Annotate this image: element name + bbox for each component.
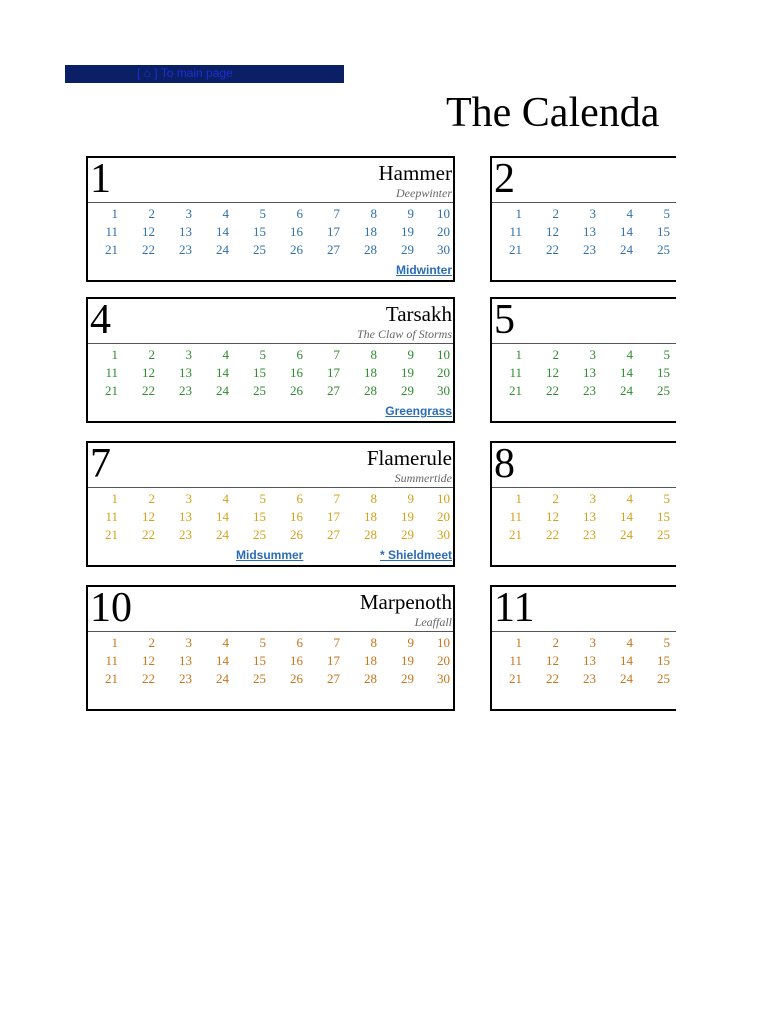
day-row <box>492 346 676 364</box>
day-cell: 8 <box>370 206 377 221</box>
day-cell: 2 <box>148 635 155 650</box>
day-cell: 9 <box>407 635 414 650</box>
day-cell: 23 <box>179 527 192 542</box>
day-cell: 4 <box>222 347 229 362</box>
day-cell: 26 <box>290 383 303 398</box>
day-cell: 5 <box>663 206 670 221</box>
day-cell: 11 <box>105 365 118 380</box>
day-cell: 17 <box>327 653 340 668</box>
day-cell: 22 <box>142 671 155 686</box>
day-cell: 28 <box>364 242 377 257</box>
day-cell: 3 <box>589 491 596 506</box>
day-cell: 13 <box>583 365 596 380</box>
day-cell: 5 <box>259 491 266 506</box>
day-cell: 11 <box>105 509 118 524</box>
day-cell: 5 <box>663 491 670 506</box>
day-cell: 7 <box>333 491 340 506</box>
day-cell: 19 <box>401 509 414 524</box>
day-cell: 19 <box>401 653 414 668</box>
day-cell: 13 <box>179 653 192 668</box>
day-cell: 13 <box>179 224 192 239</box>
divider <box>492 343 676 344</box>
day-cell: 26 <box>290 527 303 542</box>
day-cell: 23 <box>179 242 192 257</box>
day-cell: 15 <box>253 653 266 668</box>
day-cell: 24 <box>216 527 229 542</box>
divider <box>88 202 453 203</box>
day-cell: 4 <box>222 491 229 506</box>
day-cell: 25 <box>657 242 670 257</box>
day-cell: 15 <box>657 365 670 380</box>
day-cell: 1 <box>111 206 118 221</box>
month-number: 10 <box>90 585 132 631</box>
day-cell: 11 <box>509 224 522 239</box>
day-cell: 30 <box>437 671 450 686</box>
day-grid <box>492 205 676 259</box>
day-cell: 6 <box>296 635 303 650</box>
day-cell: 21 <box>105 671 118 686</box>
main-page-link[interactable]: [ ⌂ ] To main page <box>137 66 233 80</box>
day-cell: 16 <box>290 365 303 380</box>
holiday-link-shieldmeet[interactable]: * Shieldmeet <box>379 548 452 562</box>
day-cell: 8 <box>370 491 377 506</box>
day-row <box>492 526 676 544</box>
day-row <box>492 205 676 223</box>
day-cell: 14 <box>620 653 633 668</box>
day-row <box>492 652 676 670</box>
day-row <box>88 652 455 670</box>
divider <box>88 487 453 488</box>
day-cell: 12 <box>546 224 559 239</box>
day-cell: 20 <box>437 365 450 380</box>
holiday-link-midwinter[interactable]: Midwinter <box>396 263 452 277</box>
day-cell: 11 <box>105 653 118 668</box>
day-cell: 23 <box>179 383 192 398</box>
day-cell: 4 <box>626 635 633 650</box>
day-cell: 5 <box>663 347 670 362</box>
day-cell: 17 <box>327 509 340 524</box>
day-cell: 1 <box>515 635 522 650</box>
day-grid <box>88 205 455 259</box>
month-name: Tarsakh <box>385 302 452 326</box>
day-cell: 28 <box>364 671 377 686</box>
day-cell: 5 <box>259 635 266 650</box>
day-cell: 1 <box>111 491 118 506</box>
day-cell: 7 <box>333 347 340 362</box>
day-cell: 2 <box>148 491 155 506</box>
day-cell: 17 <box>327 224 340 239</box>
day-grid <box>88 490 455 544</box>
day-cell: 27 <box>327 383 340 398</box>
month-number: 8 <box>494 441 515 487</box>
day-cell: 25 <box>657 527 670 542</box>
month-name: Marpenoth <box>359 590 452 614</box>
day-row <box>88 634 455 652</box>
month-card <box>490 441 676 567</box>
day-cell: 2 <box>552 347 559 362</box>
day-row <box>88 205 455 223</box>
day-row <box>88 526 455 544</box>
day-cell: 20 <box>437 224 450 239</box>
day-cell: 8 <box>370 635 377 650</box>
day-cell: 14 <box>620 365 633 380</box>
page-title: The Calenda <box>446 90 660 136</box>
day-cell: 27 <box>327 527 340 542</box>
day-cell: 11 <box>509 653 522 668</box>
day-cell: 21 <box>509 242 522 257</box>
day-grid <box>88 634 455 688</box>
day-row <box>88 490 455 508</box>
day-cell: 10 <box>437 347 450 362</box>
day-grid <box>492 346 676 400</box>
day-cell: 3 <box>589 347 596 362</box>
holiday-link-midsummer[interactable]: Midsummer <box>236 548 304 562</box>
day-cell: 25 <box>657 671 670 686</box>
divider <box>492 202 676 203</box>
day-row <box>492 241 676 259</box>
month-number: 11 <box>494 585 535 631</box>
day-cell: 11 <box>509 509 522 524</box>
day-cell: 6 <box>296 206 303 221</box>
day-cell: 30 <box>437 527 450 542</box>
day-cell: 29 <box>401 383 414 398</box>
day-cell: 19 <box>401 365 414 380</box>
day-cell: 2 <box>552 206 559 221</box>
day-cell: 14 <box>216 653 229 668</box>
month-number: 5 <box>494 297 515 343</box>
day-cell: 3 <box>589 206 596 221</box>
day-cell: 20 <box>437 653 450 668</box>
day-cell: 15 <box>253 509 266 524</box>
day-cell: 22 <box>142 242 155 257</box>
day-cell: 24 <box>620 671 633 686</box>
day-cell: 22 <box>546 383 559 398</box>
day-row <box>88 364 455 382</box>
day-cell: 1 <box>111 347 118 362</box>
day-cell: 13 <box>583 653 596 668</box>
day-cell: 18 <box>364 653 377 668</box>
day-cell: 2 <box>148 347 155 362</box>
day-cell: 23 <box>179 671 192 686</box>
day-cell: 24 <box>216 383 229 398</box>
month-epithet: Summertide <box>394 471 452 485</box>
day-cell: 9 <box>407 347 414 362</box>
day-row <box>492 382 676 400</box>
divider <box>492 487 676 488</box>
day-cell: 14 <box>620 224 633 239</box>
day-cell: 23 <box>583 671 596 686</box>
month-epithet: Deepwinter <box>396 186 452 200</box>
day-cell: 22 <box>546 242 559 257</box>
day-cell: 23 <box>583 242 596 257</box>
month-name: Hammer <box>378 161 452 185</box>
month-card <box>490 156 676 282</box>
day-cell: 21 <box>105 527 118 542</box>
day-cell: 17 <box>327 365 340 380</box>
day-cell: 11 <box>105 224 118 239</box>
month-card <box>86 441 455 567</box>
day-cell: 21 <box>509 671 522 686</box>
day-cell: 29 <box>401 527 414 542</box>
month-card <box>86 156 455 282</box>
day-cell: 3 <box>185 491 192 506</box>
day-cell: 13 <box>583 509 596 524</box>
day-cell: 15 <box>657 224 670 239</box>
month-epithet: Leaffall <box>414 615 452 629</box>
day-cell: 7 <box>333 635 340 650</box>
day-row <box>88 670 455 688</box>
day-cell: 22 <box>546 527 559 542</box>
day-cell: 25 <box>253 242 266 257</box>
day-cell: 12 <box>142 509 155 524</box>
day-cell: 12 <box>546 653 559 668</box>
day-cell: 26 <box>290 671 303 686</box>
day-cell: 16 <box>290 653 303 668</box>
day-row <box>88 508 455 526</box>
day-cell: 24 <box>620 383 633 398</box>
divider <box>88 631 453 632</box>
day-cell: 14 <box>216 365 229 380</box>
day-cell: 10 <box>437 206 450 221</box>
day-cell: 10 <box>437 491 450 506</box>
day-cell: 4 <box>626 206 633 221</box>
day-cell: 5 <box>259 347 266 362</box>
day-row <box>88 223 455 241</box>
day-cell: 29 <box>401 671 414 686</box>
day-cell: 3 <box>185 635 192 650</box>
day-cell: 21 <box>509 383 522 398</box>
day-cell: 16 <box>290 509 303 524</box>
day-cell: 25 <box>253 527 266 542</box>
day-cell: 30 <box>437 383 450 398</box>
day-cell: 25 <box>657 383 670 398</box>
day-cell: 3 <box>185 206 192 221</box>
day-cell: 16 <box>290 224 303 239</box>
day-row <box>492 223 676 241</box>
day-cell: 3 <box>185 347 192 362</box>
day-cell: 18 <box>364 224 377 239</box>
day-row <box>88 346 455 364</box>
day-cell: 12 <box>546 365 559 380</box>
day-grid <box>492 634 676 688</box>
month-card <box>86 585 455 711</box>
day-cell: 12 <box>142 224 155 239</box>
day-row <box>492 670 676 688</box>
day-cell: 14 <box>216 224 229 239</box>
day-cell: 2 <box>552 635 559 650</box>
day-cell: 3 <box>589 635 596 650</box>
day-cell: 4 <box>222 206 229 221</box>
month-card <box>490 297 676 423</box>
day-cell: 24 <box>620 527 633 542</box>
day-cell: 12 <box>142 653 155 668</box>
month-number: 4 <box>90 297 111 343</box>
day-row <box>492 490 676 508</box>
month-number: 1 <box>90 156 111 202</box>
day-cell: 7 <box>333 206 340 221</box>
holiday-link-greengrass[interactable]: Greengrass <box>385 404 452 418</box>
day-cell: 18 <box>364 365 377 380</box>
day-cell: 13 <box>179 509 192 524</box>
day-cell: 15 <box>253 224 266 239</box>
day-cell: 15 <box>657 653 670 668</box>
day-cell: 30 <box>437 242 450 257</box>
day-cell: 29 <box>401 242 414 257</box>
day-cell: 14 <box>620 509 633 524</box>
day-cell: 22 <box>546 671 559 686</box>
day-cell: 18 <box>364 509 377 524</box>
day-cell: 24 <box>620 242 633 257</box>
day-cell: 11 <box>509 365 522 380</box>
day-cell: 9 <box>407 491 414 506</box>
day-cell: 25 <box>253 671 266 686</box>
day-row <box>88 382 455 400</box>
day-cell: 26 <box>290 242 303 257</box>
day-cell: 20 <box>437 509 450 524</box>
day-cell: 23 <box>583 527 596 542</box>
month-epithet: The Claw of Storms <box>356 327 452 341</box>
day-cell: 10 <box>437 635 450 650</box>
day-cell: 4 <box>222 635 229 650</box>
divider <box>492 631 676 632</box>
day-cell: 15 <box>657 509 670 524</box>
day-grid <box>492 490 676 544</box>
day-cell: 25 <box>253 383 266 398</box>
day-cell: 13 <box>583 224 596 239</box>
month-number: 7 <box>90 441 111 487</box>
day-cell: 1 <box>515 347 522 362</box>
day-cell: 15 <box>253 365 266 380</box>
day-cell: 4 <box>626 347 633 362</box>
day-cell: 13 <box>179 365 192 380</box>
day-cell: 2 <box>552 491 559 506</box>
day-cell: 21 <box>105 383 118 398</box>
day-cell: 27 <box>327 242 340 257</box>
day-cell: 23 <box>583 383 596 398</box>
day-cell: 28 <box>364 527 377 542</box>
day-cell: 22 <box>142 527 155 542</box>
month-card <box>86 297 455 423</box>
day-cell: 6 <box>296 347 303 362</box>
day-cell: 2 <box>148 206 155 221</box>
day-row <box>88 241 455 259</box>
day-cell: 1 <box>515 491 522 506</box>
day-row <box>492 634 676 652</box>
day-cell: 9 <box>407 206 414 221</box>
day-cell: 21 <box>509 527 522 542</box>
day-cell: 24 <box>216 242 229 257</box>
day-cell: 12 <box>546 509 559 524</box>
month-card <box>490 585 676 711</box>
day-cell: 1 <box>111 635 118 650</box>
day-row <box>492 508 676 526</box>
month-number: 2 <box>494 156 515 202</box>
day-cell: 1 <box>515 206 522 221</box>
day-cell: 21 <box>105 242 118 257</box>
day-cell: 12 <box>142 365 155 380</box>
day-cell: 8 <box>370 347 377 362</box>
day-cell: 5 <box>663 635 670 650</box>
day-cell: 24 <box>216 671 229 686</box>
day-cell: 4 <box>626 491 633 506</box>
day-cell: 6 <box>296 491 303 506</box>
day-cell: 27 <box>327 671 340 686</box>
divider <box>88 343 453 344</box>
month-name: Flamerule <box>366 446 452 470</box>
day-cell: 14 <box>216 509 229 524</box>
day-cell: 22 <box>142 383 155 398</box>
day-cell: 5 <box>259 206 266 221</box>
day-grid <box>88 346 455 400</box>
day-row <box>492 364 676 382</box>
day-cell: 28 <box>364 383 377 398</box>
day-cell: 19 <box>401 224 414 239</box>
